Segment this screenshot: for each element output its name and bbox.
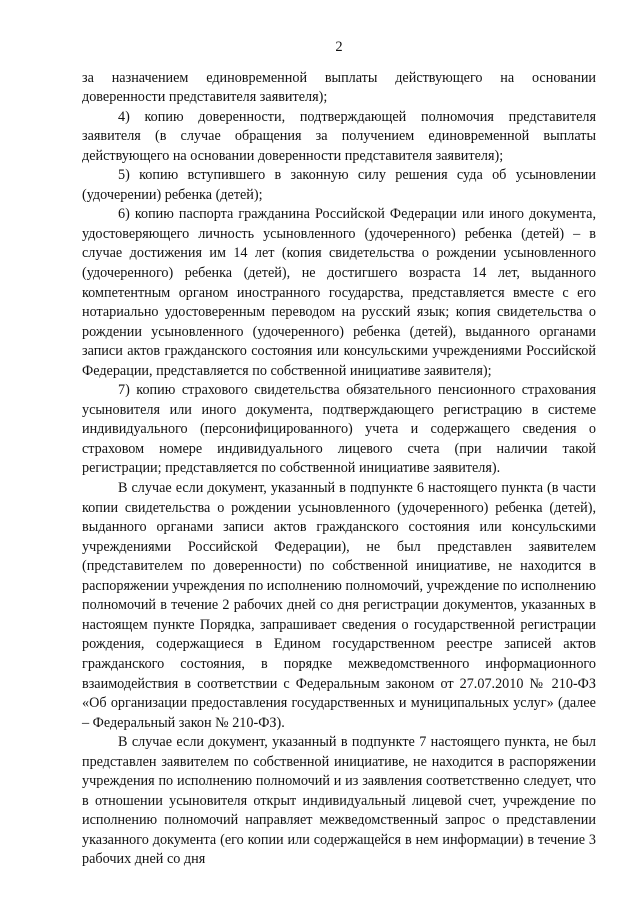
paragraph: В случае если документ, указанный в подпункте 7 настоящего пункта, не был представлен заявителем по собственной инициативе, не находится в распоряжении учреждения по исполнению полномочий и из заявления соответственно следует, что в отношении усыновителя открыт индивидуальный лицевой счет, учреждение по исполнению полномочий направляет межведомственный запрос о представлении указанного документа (его копии или содержащейся в нем информации) в течение 3 рабочих дней со дня — [82, 734, 596, 868]
paragraph: В случае если документ, указанный в подпункте 6 настоящего пункта (в части копии свидетельства о рождении усыновленного (удочеренного) ребенка (детей), выданного органами записи актов гражданского состояния или консульскими учреждениями Российской Федерации), не был представлен заявителем (представителем по доверенности) по собственной инициативе, не находится в распоряжении учреждения по исполнению полномочий, учреждение по исполнению полномочий в течение 2 рабочих дней со дня регистрации документов, указанных в настоящем пункте Порядка, запрашивает сведения о государственной регистрации рождения, содержащиеся в Едином государственном реестре записей актов гражданского состояния, в порядке межведомственного информационного взаимодействия в соответствии с Федеральным законом от 27.07.2010 № 210-ФЗ «Об организации предоставления государственных и муниципальных услуг» (далее – Федеральный закон № 210-ФЗ). — [82, 480, 596, 731]
paragraph: 4) копию доверенности, подтверждающей полномочия представителя заявителя (в случае обращения за получением единовременной выплаты действующего на основании доверенности представителя заявителя); — [82, 108, 596, 164]
paragraph: 6) копию паспорта гражданина Российской Федерации или иного документа, удостоверяющего личность усыновленного (удочеренного) ребенка (детей) – в случае достижения им 14 лет (копия свидетельства о рождении усыновленного (удочеренного) ребенка (детей), не достигшего возраста 14 лет, выданного компетентным органом иностранного государства, представляется вместе с его нотариально удостоверенным переводом на русский язык; копия свидетельства о рождении усыновленного (удочеренного) ребенка (детей), выданного органами записи актов гражданского состояния или консульскими учреждениями Российской Федерации, представляется по собственной инициативе заявителя); — [82, 206, 596, 379]
paragraph: 5) копию вступившего в законную силу решения суда об усыновлении (удочерении) ребенка (детей); — [82, 167, 596, 203]
paragraph: за назначением единовременной выплаты действующего на основании доверенности представителя заявителя); — [82, 69, 596, 106]
page-number: 2 — [335, 39, 343, 55]
document-body — [82, 69, 596, 870]
paragraph: 7) копию страхового свидетельства обязательного пенсионного страхования усыновителя или иного документа, подтверждающего регистрацию в системе индивидуального (персонифицированного) учета и содержащего сведения о страховом номере индивидуального лицевого счета (при наличии такой регистрации; представляется по собственной инициативе заявителя). — [82, 382, 596, 477]
